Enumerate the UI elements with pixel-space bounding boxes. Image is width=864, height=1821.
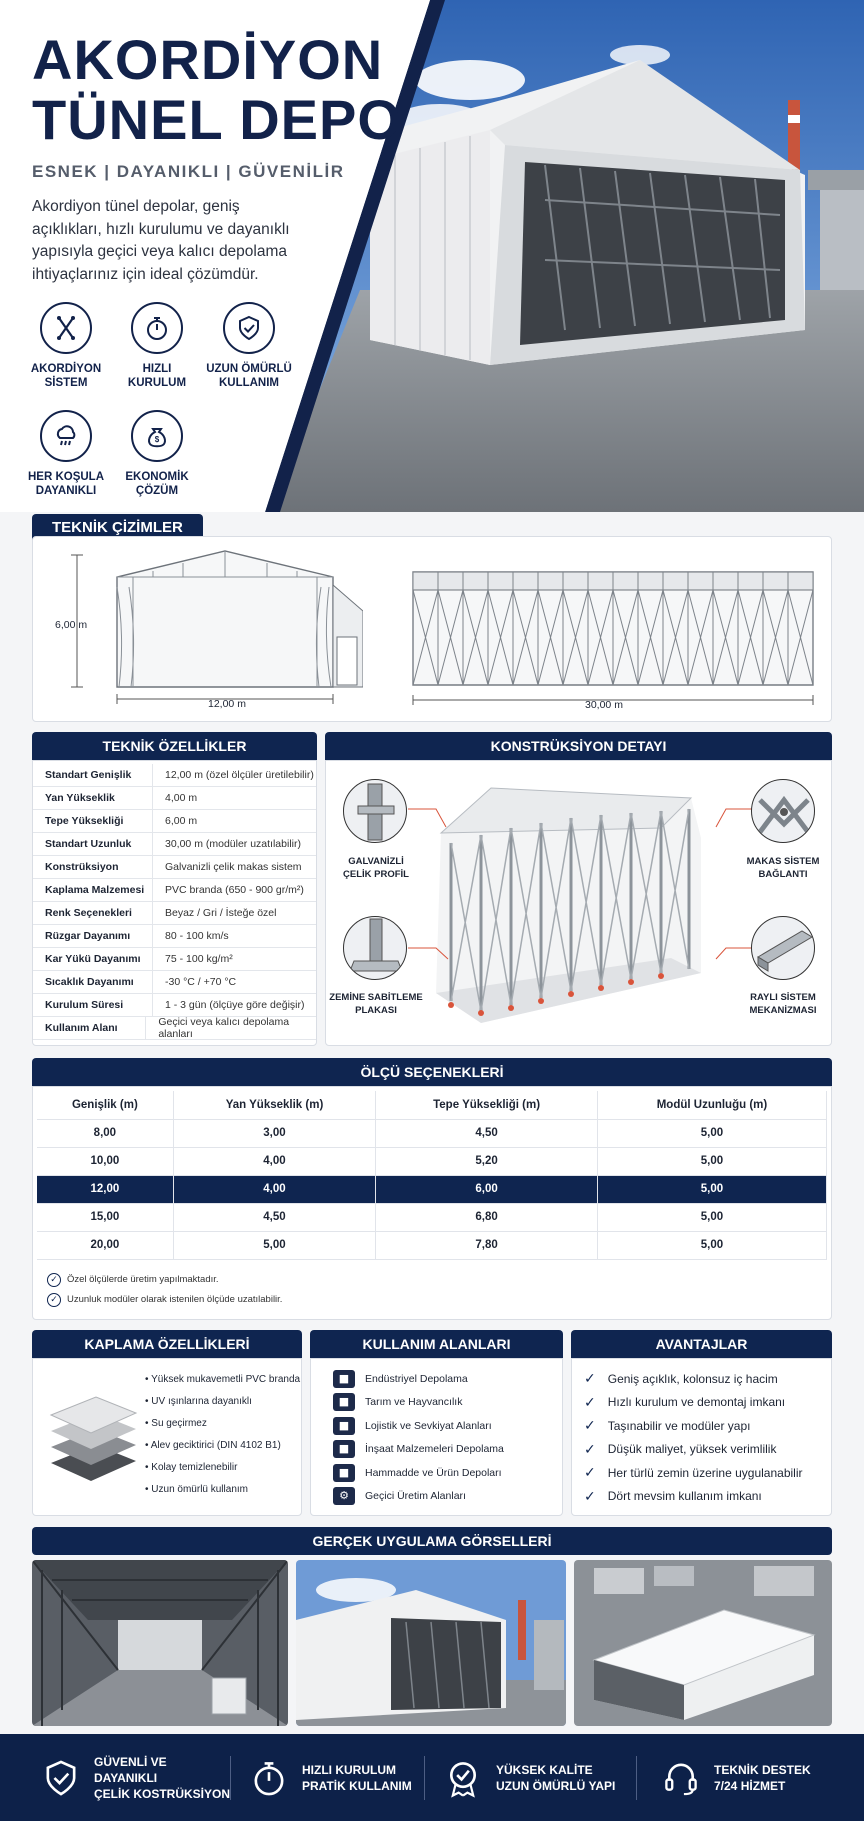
table-cell: 4,50 <box>376 1119 598 1147</box>
spec-value: 12,00 m (özel ölçüler üretilebilir) <box>165 769 314 781</box>
table-cell: 6,00 <box>376 1175 598 1203</box>
spec-row <box>33 787 316 810</box>
check-icon: ✓ <box>584 1370 596 1387</box>
advantage-label: Her türlü zemin üzerine uygulanabilir <box>607 1465 803 1480</box>
table-cell: 10,00 <box>37 1147 173 1175</box>
specs-title: TEKNİK ÖZELLİKLER <box>32 732 317 760</box>
headset-icon <box>662 1758 700 1798</box>
table-row <box>37 1147 827 1175</box>
weather-icon <box>53 423 79 449</box>
dimensions-title: ÖLÇÜ SEÇENEKLERİ <box>32 1058 832 1086</box>
check-icon: ✓ <box>584 1417 596 1434</box>
tractor-icon: ■ <box>333 1393 355 1411</box>
spec-row <box>33 971 316 994</box>
usage-label: Lojistik ve Sevkiyat Alanları <box>365 1419 492 1432</box>
advantage-label: Düşük maliyet, yüksek verimlilik <box>607 1442 777 1457</box>
note-custom-sizes: ✓ Özel ölçülerde üretim yapılmaktadır. <box>47 1270 827 1290</box>
tab-technical-drawings: TEKNİK ÇİZİMLER <box>32 514 203 542</box>
check-icon: ✓ <box>584 1393 596 1410</box>
construction-icon: ■ <box>333 1440 355 1458</box>
check-icon: ✓ <box>584 1464 596 1481</box>
column-header: Genişlik (m) <box>37 1091 173 1119</box>
dimensions-panel <box>32 1086 832 1320</box>
footer-item-safe: GÜVENLİ VE DAYANIKLI ÇELİK KOSTRÜKSİYON <box>42 1734 230 1821</box>
footer-bar <box>0 1734 864 1821</box>
coating-list <box>145 1369 300 1501</box>
side-elevation-drawing <box>403 537 823 723</box>
usage-label: Endüstriyel Depolama <box>365 1372 468 1385</box>
spec-row <box>33 764 316 787</box>
advantages-list <box>584 1367 803 1508</box>
table-row <box>37 1231 827 1259</box>
shield-check-icon <box>236 315 262 341</box>
table-cell: 15,00 <box>37 1203 173 1231</box>
hero-section <box>0 0 864 512</box>
table-cell: 8,00 <box>37 1119 173 1147</box>
spec-value: 75 - 100 kg/m² <box>165 953 233 965</box>
spec-key: Standart Genişlik <box>33 764 153 786</box>
list-item: • Yüksek mukavemetli PVC branda <box>145 1369 300 1391</box>
check-icon: ✓ <box>47 1273 61 1287</box>
list-item <box>584 1414 803 1438</box>
construction-panel <box>325 760 832 1046</box>
technical-drawings-panel <box>32 536 832 722</box>
spec-key: Renk Seçenekleri <box>33 902 153 924</box>
list-item: • Kolay temizlenebilir <box>145 1457 300 1479</box>
column-header: Modül Uzunluğu (m) <box>597 1091 826 1119</box>
spec-key: Kaplama Malzemesi <box>33 879 153 901</box>
rail-mechanism-detail <box>751 916 815 980</box>
spec-key: Kar Yükü Dayanımı <box>33 948 153 970</box>
spec-key: Kurulum Süresi <box>33 994 153 1016</box>
spec-key: Rüzgar Dayanımı <box>33 925 153 947</box>
list-item <box>333 1367 504 1391</box>
gears-icon: ⚙ <box>333 1487 355 1505</box>
width-dimension-label: 12,00 m <box>208 698 246 710</box>
table-cell: 3,00 <box>173 1119 376 1147</box>
table-row <box>37 1119 827 1147</box>
gallery-photo-exterior <box>296 1560 566 1726</box>
scissor-joint-detail <box>751 779 815 843</box>
list-item <box>333 1438 504 1462</box>
spec-row <box>33 879 316 902</box>
dimensions-table <box>37 1091 827 1260</box>
usage-label: Hammadde ve Ürün Depoları <box>365 1466 502 1479</box>
spec-value: Galvanizli çelik makas sistem <box>165 861 302 873</box>
list-item <box>333 1414 504 1438</box>
spec-row <box>33 856 316 879</box>
pvc-layers-illustration <box>41 1375 141 1505</box>
advantage-label: Hızlı kurulum ve demontaj imkanı <box>607 1395 786 1410</box>
list-item <box>584 1485 803 1509</box>
spec-value: 1 - 3 gün (ölçüye göre değişir) <box>165 999 305 1011</box>
spec-key: Sıcaklık Dayanımı <box>33 971 153 993</box>
usage-label: Geçici Üretim Alanları <box>365 1490 466 1503</box>
spec-row <box>33 948 316 971</box>
spec-key: Standart Uzunluk <box>33 833 153 855</box>
feature-long-life: UZUN ÖMÜRLÜ KULLANIM <box>201 302 297 390</box>
spec-row <box>33 1017 316 1040</box>
usage-label: İnşaat Malzemeleri Depolama <box>365 1443 504 1456</box>
table-cell: 4,00 <box>173 1147 376 1175</box>
coating-panel <box>32 1358 302 1516</box>
svg-text:$: $ <box>154 435 160 444</box>
usage-panel <box>310 1358 563 1516</box>
quality-badge-icon <box>444 1758 482 1798</box>
advantages-panel <box>571 1358 832 1516</box>
check-icon: ✓ <box>584 1440 596 1457</box>
spec-value: Geçici veya kalıcı depolama alanları <box>158 1016 290 1040</box>
table-cell: 5,00 <box>597 1119 826 1147</box>
specs-table <box>32 760 317 1046</box>
spec-row <box>33 994 316 1017</box>
advantages-title: AVANTAJLAR <box>571 1330 832 1358</box>
advantage-label: Geniş açıklık, kolonsuz iç hacim <box>607 1371 778 1386</box>
spec-row <box>33 902 316 925</box>
spec-key: Konstrüksiyon <box>33 856 153 878</box>
spec-row <box>33 833 316 856</box>
footer-item-support: TEKNİK DESTEK 7/24 HİZMET <box>662 1734 811 1821</box>
table-cell: 5,00 <box>173 1231 376 1259</box>
table-cell: 5,20 <box>376 1147 598 1175</box>
list-item <box>333 1461 504 1485</box>
spec-row <box>33 925 316 948</box>
table-cell: 5,00 <box>597 1147 826 1175</box>
list-item <box>584 1438 803 1462</box>
gallery-photo-interior <box>32 1560 288 1726</box>
list-item: • UV ışınlarına dayanıklı <box>145 1391 300 1413</box>
accordion-icon <box>53 315 79 341</box>
spec-key: Tepe Yüksekliği <box>33 810 153 832</box>
advantage-label: Taşınabilir ve modüler yapı <box>607 1418 751 1433</box>
list-item <box>333 1391 504 1415</box>
list-item <box>584 1391 803 1415</box>
callout-base-plate: ZEMİNE SABİTLEME PLAKASI <box>329 992 423 1016</box>
list-item <box>584 1461 803 1485</box>
construction-title: KONSTRÜKSİYON DETAYI <box>325 732 832 760</box>
feature-economic: $ EKONOMİK ÇÖZÜM <box>109 410 205 498</box>
spec-value: 80 - 100 km/s <box>165 930 229 942</box>
column-header: Yan Yükseklik (m) <box>173 1091 376 1119</box>
page-title: AKORDİYON TÜNEL DEPO <box>32 28 402 151</box>
footer-item-fast: HIZLI KURULUM PRATİK KULLANIM <box>250 1734 412 1821</box>
list-item: • Alev geciktirici (DIN 4102 B1) <box>145 1435 300 1457</box>
column-header: Tepe Yüksekliği (m) <box>376 1091 598 1119</box>
gallery-photo-aerial <box>574 1560 832 1726</box>
hero-description: Akordiyon tünel depolar, geniş açıklıkları, hızlı kurulumu ve dayanıklı yapısıyla geçici veya kalıcı depolama ihtiyaçlarınız için ideal çözümdür. <box>32 198 290 283</box>
table-cell: 5,00 <box>597 1175 826 1203</box>
advantage-label: Dört mevsim kullanım imkanı <box>607 1489 762 1504</box>
spec-value: -30 °C / +70 °C <box>165 976 237 988</box>
spec-value: PVC branda (650 - 900 gr/m²) <box>165 884 304 896</box>
footer-item-quality: YÜKSEK KALİTE UZUN ÖMÜRLÜ YAPI <box>444 1734 615 1821</box>
list-item: • Uzun ömürlü kullanım <box>145 1479 300 1501</box>
gallery-title: GERÇEK UYGULAMA GÖRSELLERİ <box>32 1527 832 1555</box>
coating-title: KAPLAMA ÖZELLİKLERİ <box>32 1330 302 1358</box>
spec-row <box>33 810 316 833</box>
list-item: • Su geçirmez <box>145 1413 300 1435</box>
table-cell: 6,80 <box>376 1203 598 1231</box>
spec-value: 30,00 m (modüler uzatılabilir) <box>165 838 301 850</box>
box-icon: ■ <box>333 1464 355 1482</box>
feature-accordion-system: AKORDİYON SİSTEM <box>18 302 114 390</box>
tagline: ESNEK | DAYANIKLI | GÜVENİLİR <box>32 162 345 181</box>
spec-key: Yan Yükseklik <box>33 787 153 809</box>
stopwatch-icon <box>250 1758 288 1798</box>
base-plate-detail <box>343 916 407 980</box>
callout-steel-profile: GALVANİZLİ ÇELİK PROFİL <box>343 856 409 880</box>
table-cell: 4,50 <box>173 1203 376 1231</box>
spec-key: Kullanım Alanı <box>33 1017 146 1039</box>
note-modular-length: ✓ Uzunluk modüler olarak istenilen ölçüde uzatılabilir. <box>47 1290 827 1310</box>
list-item <box>333 1485 504 1509</box>
shield-check-icon <box>42 1758 80 1798</box>
table-cell: 4,00 <box>173 1175 376 1203</box>
factory-icon: ■ <box>333 1370 355 1388</box>
table-cell: 12,00 <box>37 1175 173 1203</box>
money-bag-icon <box>144 423 170 449</box>
spec-value: 4,00 m <box>165 792 198 804</box>
callout-rail-mechanism: RAYLI SİSTEM MEKANİZMASI <box>749 992 817 1016</box>
length-dimension-label: 30,00 m <box>585 699 623 711</box>
steel-profile-detail <box>343 779 407 843</box>
table-cell: 20,00 <box>37 1231 173 1259</box>
feature-all-weather: HER KOŞULA DAYANIKLI <box>18 410 114 498</box>
list-item <box>584 1367 803 1391</box>
check-icon: ✓ <box>584 1487 596 1504</box>
table-row <box>37 1203 827 1231</box>
usage-label: Tarım ve Hayvancılık <box>365 1396 463 1409</box>
usage-list <box>333 1367 504 1508</box>
table-cell: 7,80 <box>376 1231 598 1259</box>
stopwatch-icon <box>144 315 170 341</box>
height-dimension-label: 6,00 m <box>55 619 88 631</box>
feature-fast-install: HIZLI KURULUM <box>109 302 205 390</box>
check-icon: ✓ <box>47 1293 61 1307</box>
callout-scissor-joint: MAKAS SİSTEM BAĞLANTI <box>746 856 820 880</box>
table-cell: 5,00 <box>597 1203 826 1231</box>
table-cell: 5,00 <box>597 1231 826 1259</box>
truck-icon: ■ <box>333 1417 355 1435</box>
spec-value: Beyaz / Gri / İsteğe özel <box>165 907 277 919</box>
usage-title: KULLANIM ALANLARI <box>310 1330 563 1358</box>
table-row <box>37 1175 827 1203</box>
spec-value: 6,00 m <box>165 815 198 827</box>
